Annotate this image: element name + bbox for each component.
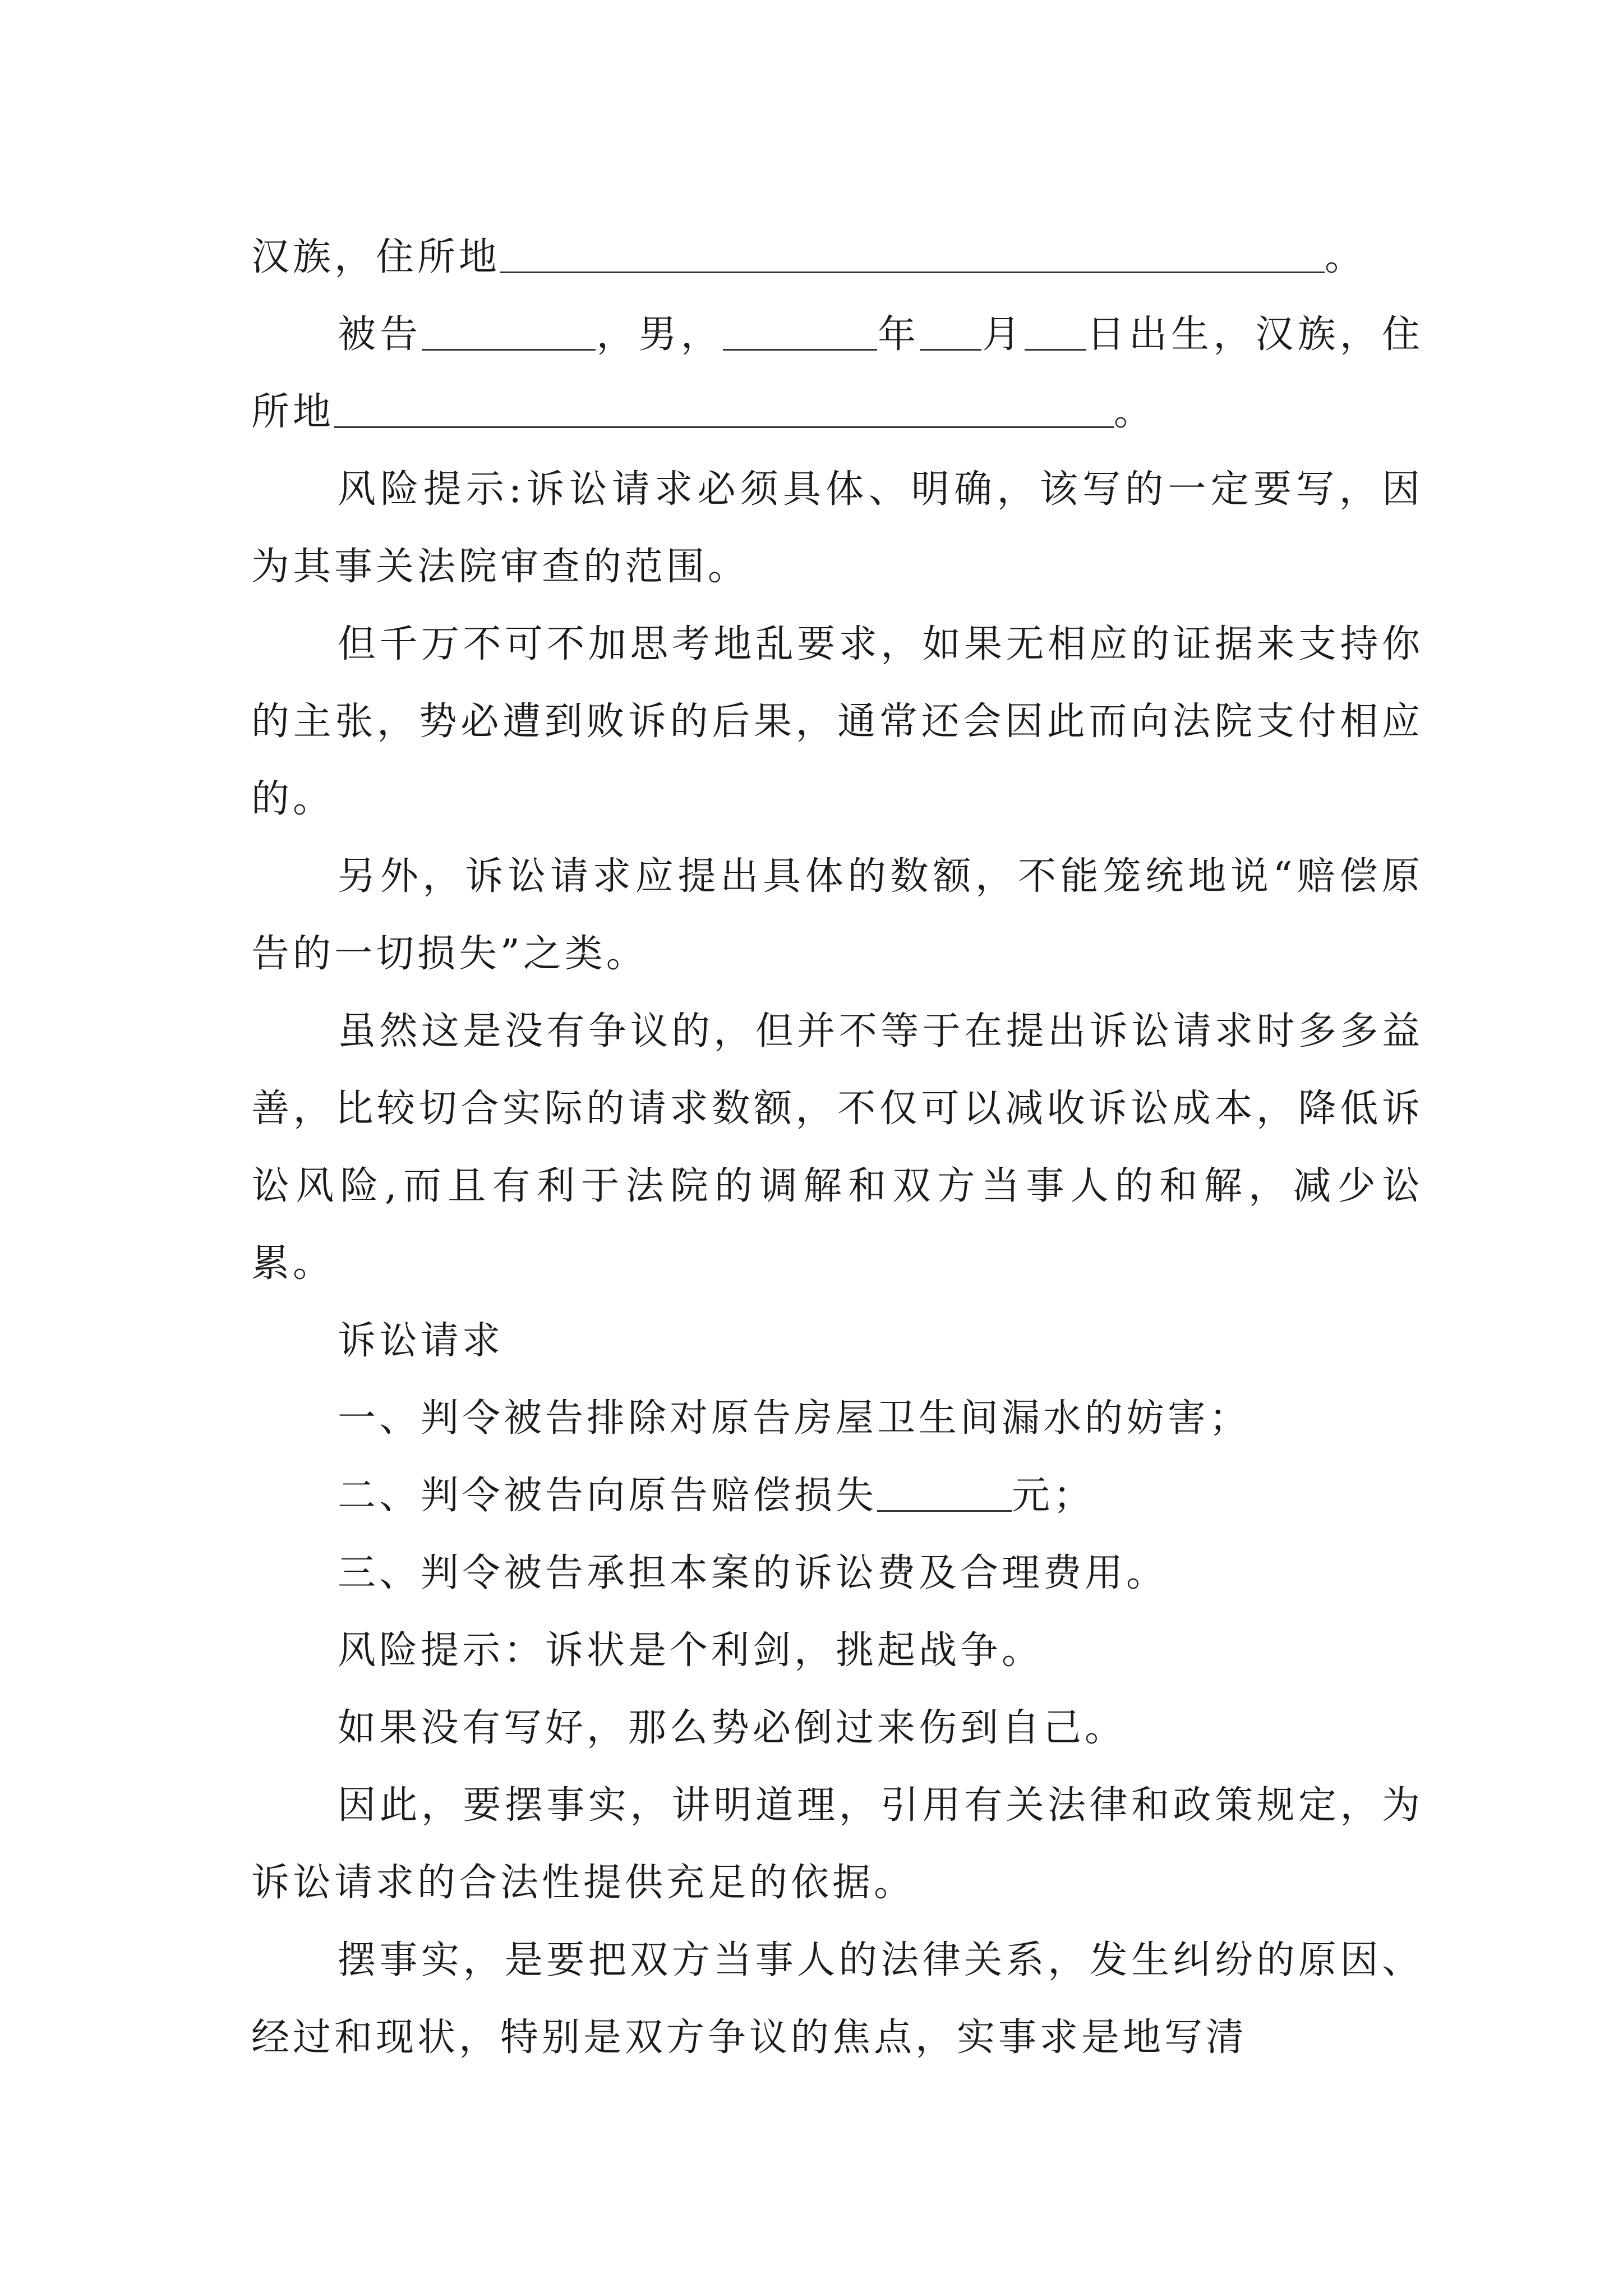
text-period: 。 (1114, 390, 1156, 434)
section-heading-claims: 诉讼请求 (338, 1319, 504, 1363)
birth-month-blank (920, 312, 981, 351)
birth-day-blank (1025, 312, 1086, 351)
paragraph-present-facts: 因此，要摆事实，讲明道理，引用有关法律和政策规定，为诉讼请求的合法性提供充足的依据。 (251, 1783, 1423, 1905)
text-gender: ，男， (596, 312, 723, 357)
text-ethnicity-address-label: 汉族，住所地 (251, 235, 501, 279)
paragraph-facts-detail: 摆事实，是要把双方当事人的法律关系，发生纠纷的原因、经过和现状，特别是双方争议的焦点，实事求是地写清 (251, 1938, 1423, 2060)
claim-item-3: 三、判令被告承担本案的诉讼费及合理费用。 (338, 1551, 1168, 1595)
text-defendant-label: 被告 (338, 312, 422, 357)
paragraph-specific-amount: 另外，诉讼请求应提出具体的数额，不能笼统地说“赔偿原告的一切损失”之类。 (251, 854, 1423, 976)
claim-item-2-text: 二、判令被告向原告赔偿损失 (338, 1474, 878, 1518)
claim-item-1: 一、判令被告排除对原告房屋卫生间漏水的妨害； (338, 1396, 1251, 1441)
paragraph-self-harm-warning: 如果没有写好，那么势必倒过来伤到自己。 (338, 1706, 1127, 1750)
paragraph-reasonable-claim: 虽然这是没有争议的，但并不等于在提出诉讼请求时多多益善，比较切合实际的请求数额，不仅可以减收诉讼成本，降低诉讼风险,而且有利于法院的调解和双方当事人的和解，减少讼累。 (251, 1009, 1423, 1286)
text-year: 年 (877, 312, 920, 357)
defendant-address-blank (334, 389, 1114, 428)
birth-year-blank (723, 312, 877, 351)
defendant-info-paragraph (251, 296, 1423, 451)
defendant-name-blank (422, 312, 596, 351)
document-body (251, 219, 1423, 2077)
risk-tip-paragraph-1: 风险提示:诉讼请求必须具体、明确，该写的一定要写，因为其事关法院审查的范围。 (251, 467, 1423, 589)
paragraph-evidence-warning: 但千万不可不加思考地乱要求，如果无相应的证据来支持你的主张，势必遭到败诉的后果，通常还会因此而向法院支付相应的。 (251, 622, 1423, 821)
text-birth-ethnicity-address: 日出生，汉族，住所地 (251, 312, 1423, 434)
risk-tip-paragraph-2: 风险提示：诉状是个利剑，挑起战争。 (338, 1628, 1044, 1673)
plaintiff-address-line (251, 219, 1423, 296)
compensation-amount-blank (877, 1473, 1012, 1512)
plaintiff-address-blank (500, 234, 1325, 273)
text-period: 。 (1325, 235, 1367, 279)
claim-item-2 (251, 1457, 1423, 1535)
text-month: 月 (981, 312, 1025, 357)
claim-item-2-unit: 元； (1012, 1474, 1095, 1518)
